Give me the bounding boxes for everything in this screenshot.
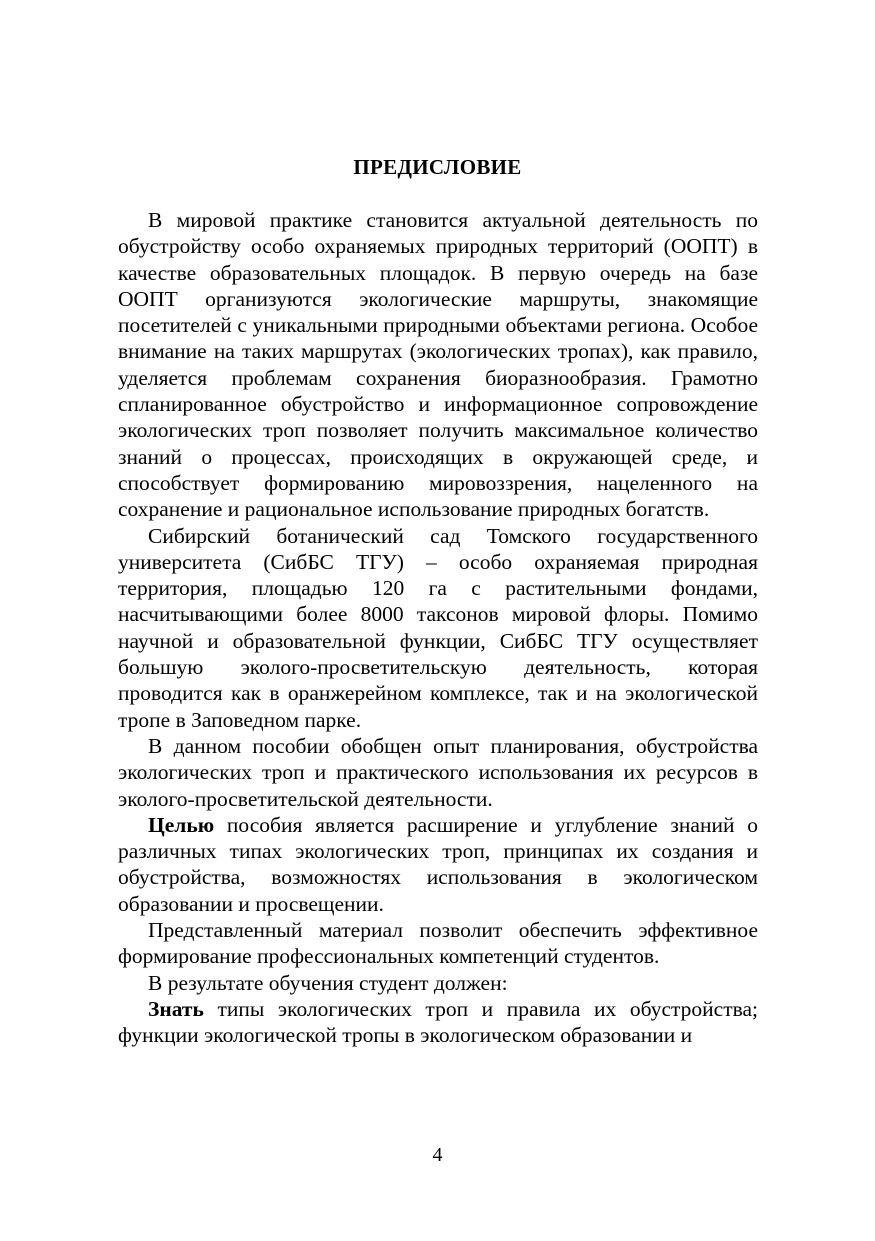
paragraph-goal <box>118 812 758 917</box>
paragraph-summary: В данном пособии обобщен опыт планирования, обустройства экологических троп и практического использования их ресурсов в эколого-просветительской деятельности. <box>118 733 758 811</box>
paragraph-outcome: В результате обучения студент должен: <box>148 970 508 995</box>
body-text <box>118 207 758 1049</box>
page-title: ПРЕДИСЛОВИЕ <box>353 155 522 179</box>
paragraph-botanical-garden: Сибирский ботанический сад Томского государственного университета (СибБС ТГУ) – особо охраняемая природная территория, площадью 120 га с растительными фондами, насчитывающими более 8000 таксонов мировой флоры. Помимо научной и образовательной функции, СибБС ТГУ осуществляет большую эколого-просветительскую деятельность, которая проводится как в оранжерейном комплексе, так и на экологической тропе в Заповедном парке. <box>118 523 758 732</box>
know-label: Знать <box>148 996 204 1021</box>
paragraph-material: Представленный материал позволит обеспечить эффективное формирование профессиональных компетенций студентов. <box>118 918 758 969</box>
paragraph-intro: В мировой практике становится актуальной деятельность по обустройству особо охраняемых природных территорий (ООПТ) в качестве образовательных площадок. В первую очередь на базе ООПТ организуются экологические маршруты, знакомящие посетителей с уникальными природными объектами региона. Особое внимание на таких маршрутах (экологических тропах), как правило, уделяется проблемам сохранения биоразнообразия. Грамотно спланированное обустройство и информационное сопровождение экологических троп позволяет получить максимальное количество знаний о процессах, происходящих в окружающей среде, и способствует формированию мировоззрения, нацеленного на сохранение и рациональное использование природных богатств. <box>118 208 758 522</box>
goal-label: Целью <box>148 812 215 837</box>
page-number: 4 <box>432 1144 443 1166</box>
paragraph-know <box>118 996 758 1049</box>
know-text: типы экологических троп и правила их обустройства; функции экологической тропы в экологическом образовании и <box>118 996 758 1048</box>
goal-text: пособия является расширение и углубление знаний о различных типах экологических троп, принципах их создания и обустройства, возможностях использования в экологическом образовании и просвещении. <box>118 812 758 916</box>
